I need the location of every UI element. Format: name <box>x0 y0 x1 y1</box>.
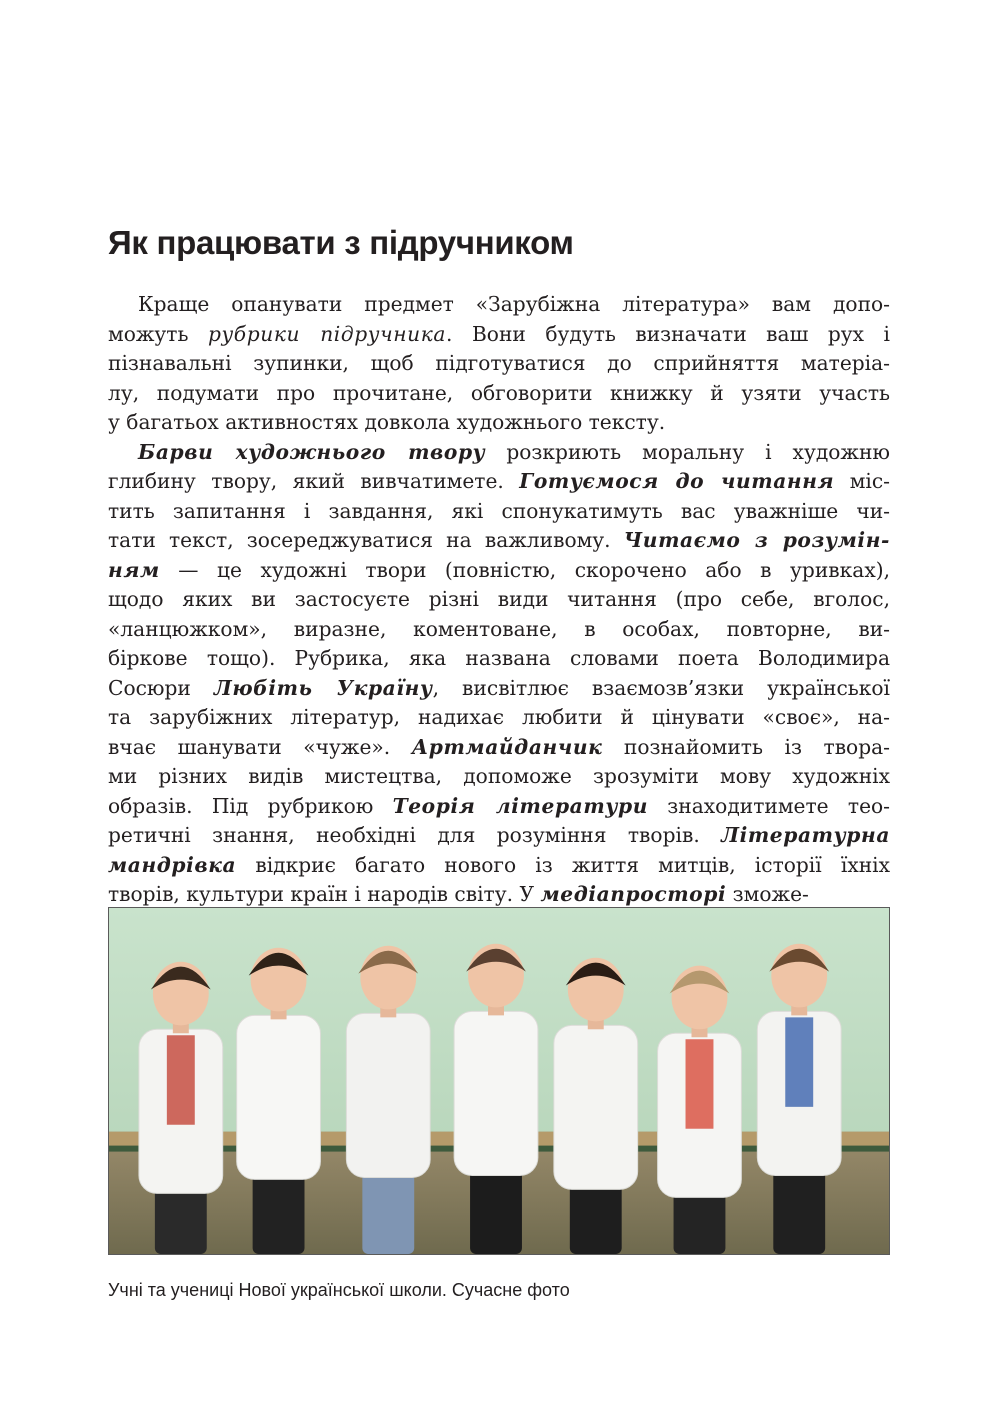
text-run: тить запитання і завдання, які спонукатимуть вас уважніше чи- <box>108 498 890 523</box>
child-shirt <box>554 1025 638 1189</box>
text-line <box>108 408 890 438</box>
text-line <box>108 821 890 851</box>
text-run: та зарубіжних літератур, надихає любити й цінувати «своє», на- <box>108 705 890 729</box>
text-run: творів, культури країн і народів світу. У <box>108 882 541 906</box>
shirt-embroidery <box>167 1035 195 1124</box>
rubric-name: Літературна <box>721 823 890 847</box>
text-line <box>108 880 890 910</box>
child-pants <box>470 1167 522 1254</box>
text-line <box>108 851 890 881</box>
text-run: пізнавальні зупинки, щоб підготуватися до сприйняття матеріа- <box>108 351 890 375</box>
body-text <box>108 290 890 910</box>
rubric-name: мандрівка <box>108 852 237 877</box>
rubric-name: Барви художнього твору <box>138 439 486 464</box>
shirt-embroidery <box>785 1017 813 1106</box>
text-run: вчає шанувати «чуже». <box>108 734 412 759</box>
text-run: Сосюри <box>108 675 214 700</box>
text-line <box>108 497 890 527</box>
text-line <box>108 674 890 704</box>
text-line <box>108 644 890 674</box>
text-run: ретичні знання, необхідні для розуміння творів. <box>108 823 722 847</box>
text-run: міс- <box>834 469 890 493</box>
text-run: глибину твору, який вивчатимете. <box>108 469 520 493</box>
rubric-name: Артмайданчик <box>411 734 603 759</box>
text-run: познайомить із твора- <box>602 734 890 759</box>
child-shirt <box>346 1013 430 1177</box>
text-line <box>108 585 890 615</box>
text-line <box>108 320 890 350</box>
text-run: «ланцюжком», виразне, коментоване, в особах, повторне, ви- <box>108 616 890 641</box>
text-line <box>108 556 890 586</box>
text-line <box>108 526 890 556</box>
text-run: тати текст, зосереджуватися на важливому. <box>108 528 624 552</box>
text-line <box>108 290 890 320</box>
text-run: образів. Під рубрикою <box>108 793 393 818</box>
text-run: щодо яких ви застосуєте різні види читання (про себе, вголос, <box>108 587 890 611</box>
text-run: біркове тощо). Рубрика, яка названа словами поета Володимира <box>108 646 890 670</box>
text-line <box>108 762 890 792</box>
child-shirt <box>237 1015 321 1179</box>
photo-caption: Учні та учениці Нової української школи. Сучасне фото <box>108 1280 570 1300</box>
text-run: відкриє багато нового із життя митців, історії їхніх <box>236 852 890 877</box>
text-run: ми різних видів мистецтва, допоможе зрозуміти мову художніх <box>108 764 890 788</box>
rubric-name: Читаємо з розумін- <box>623 528 890 552</box>
italic-term: рубрики підручника <box>207 321 447 346</box>
class-photo <box>108 907 890 1255</box>
child-pants <box>773 1167 825 1254</box>
rubric-name: медіапросторі <box>540 882 727 906</box>
text-run: розкриють моральну і художню <box>485 439 890 464</box>
text-line <box>108 379 890 409</box>
text-run: . Вони будуть визначати ваш рух і <box>446 321 890 346</box>
text-run: — це художні твори (повністю, скорочено або в уривках), <box>159 557 890 582</box>
child-shirt <box>454 1011 538 1175</box>
text-line <box>108 467 890 497</box>
text-run: , висвітлює взаємозв’язки української <box>432 675 890 700</box>
rubric-name: Теорія літератури <box>392 793 648 818</box>
page-heading: Як працювати з підручником <box>108 224 574 261</box>
text-line <box>108 733 890 763</box>
text-line <box>108 615 890 645</box>
text-line <box>108 792 890 822</box>
text-line <box>108 349 890 379</box>
text-run: зможе- <box>726 882 809 906</box>
text-run: у багатьох активностях довкола художнього тексту. <box>108 410 666 434</box>
text-line <box>108 438 890 468</box>
rubric-name: Готуємося до читання <box>519 469 835 493</box>
rubric-name: ням <box>108 557 160 582</box>
text-run: лу, подумати про прочитане, обговорити книжку й узяти участь <box>108 380 890 405</box>
text-run: знаходитимете тео- <box>647 793 890 818</box>
rubric-name: Любіть Україну <box>213 675 433 700</box>
text-run: Краще опанувати предмет «Зарубіжна література» вам допо- <box>138 292 890 316</box>
text-run: можуть <box>108 321 208 346</box>
child-pants <box>362 1167 414 1254</box>
text-line <box>108 703 890 733</box>
shirt-embroidery <box>686 1039 714 1128</box>
